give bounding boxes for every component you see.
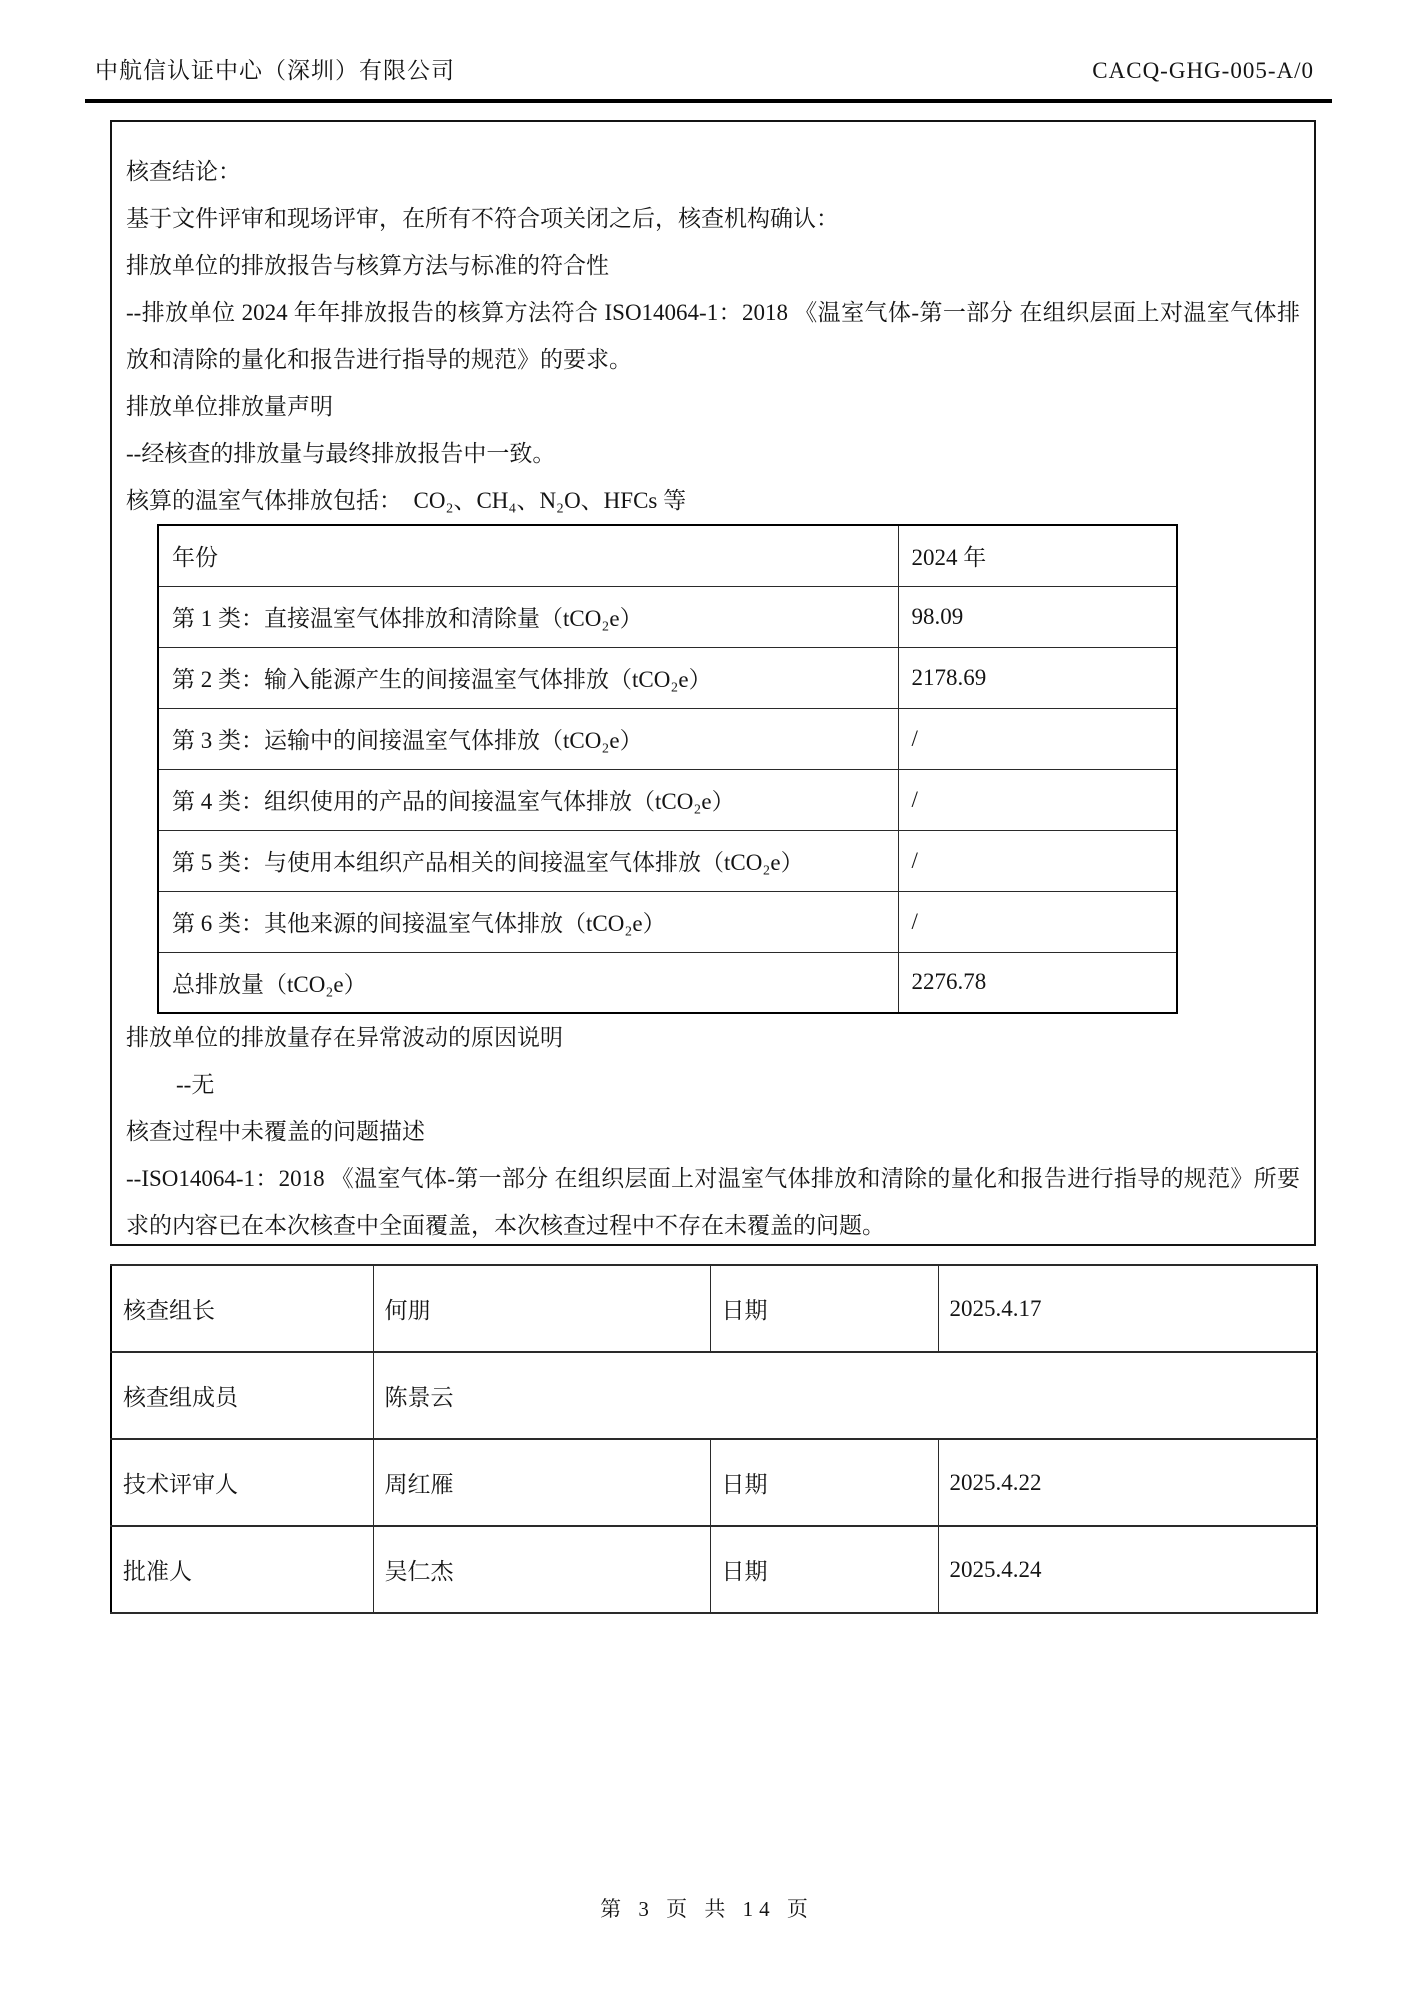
table-row xyxy=(111,1352,1317,1439)
signature-role: 批准人 xyxy=(111,1526,373,1613)
table-row xyxy=(158,891,1177,952)
confirmation-paragraph: 基于文件评审和现场评审，在所有不符合项关闭之后，核查机构确认： xyxy=(126,206,839,231)
conclusion-title: 核查结论： xyxy=(126,159,241,184)
emissions-row-value: 98.09 xyxy=(898,586,1177,647)
emissions-row-label: 第 2 类：输入能源产生的间接温室气体排放（tCO₂e） xyxy=(158,647,898,708)
emissions-row-label: 第 4 类：组织使用的产品的间接温室气体排放（tCO₂e） xyxy=(158,769,898,830)
statement-title: 排放单位排放量声明 xyxy=(126,394,333,419)
method-paragraph: --排放单位 2024 年年排放报告的核算方法符合 ISO14064-1：2018 《温室气体-第一部分 在组织层面上对温室气体排放和清除的量化和报告进行指导的规范》的要求。 xyxy=(126,300,1300,372)
emissions-row-value: 2178.69 xyxy=(898,647,1177,708)
table-row xyxy=(111,1265,1317,1352)
ghg-included-line: 核算的温室气体排放包括： CO₂、CH₄、N₂O、HFCs 等 xyxy=(126,488,687,513)
page-number: 第 3 页 共 14 页 xyxy=(600,1897,814,1921)
page-header xyxy=(95,52,1314,85)
emissions-row-value: 2024 年 xyxy=(898,525,1177,586)
signature-date: 2025.4.17 xyxy=(938,1265,1317,1352)
date-label: 日期 xyxy=(710,1439,938,1526)
signature-table xyxy=(110,1264,1318,1614)
table-row xyxy=(158,525,1177,586)
date-label: 日期 xyxy=(710,1526,938,1613)
company-name: 中航信认证中心（深圳）有限公司 xyxy=(95,58,455,83)
emissions-row-value: / xyxy=(898,708,1177,769)
conformity-title: 排放单位的排放报告与核算方法与标准的符合性 xyxy=(126,253,609,278)
anomaly-value: --无 xyxy=(176,1072,215,1097)
emissions-row-value: / xyxy=(898,769,1177,830)
signature-role: 核查组成员 xyxy=(111,1352,373,1439)
signature-role: 核查组长 xyxy=(111,1265,373,1352)
document-number: CACQ-GHG-005-A/0 xyxy=(1092,58,1314,83)
signature-role: 技术评审人 xyxy=(111,1439,373,1526)
anomaly-title: 排放单位的排放量存在异常波动的原因说明 xyxy=(126,1025,563,1050)
table-row xyxy=(158,708,1177,769)
emissions-row-value: 2276.78 xyxy=(898,952,1177,1013)
uncovered-paragraph: --ISO14064-1：2018 《温室气体-第一部分 在组织层面上对温室气体排放和清除的量化和报告进行指导的规范》所要求的内容已在本次核查中全面覆盖，本次核查过程中不存在未覆盖的问题。 xyxy=(126,1166,1300,1238)
header-divider xyxy=(85,99,1332,103)
table-row xyxy=(111,1526,1317,1613)
signature-name: 周红雁 xyxy=(373,1439,710,1526)
table-row xyxy=(158,586,1177,647)
table-row xyxy=(158,830,1177,891)
emissions-row-label: 年份 xyxy=(158,525,898,586)
signature-date: 2025.4.22 xyxy=(938,1439,1317,1526)
uncovered-title: 核查过程中未覆盖的问题描述 xyxy=(126,1119,425,1144)
table-row xyxy=(111,1439,1317,1526)
emissions-row-label: 总排放量（tCO₂e） xyxy=(158,952,898,1013)
signature-name: 陈景云 xyxy=(373,1352,1317,1439)
emissions-row-label: 第 1 类：直接温室气体排放和清除量（tCO₂e） xyxy=(158,586,898,647)
emissions-row-value: / xyxy=(898,830,1177,891)
emissions-row-label: 第 3 类：运输中的间接温室气体排放（tCO₂e） xyxy=(158,708,898,769)
emissions-row-label: 第 5 类：与使用本组织产品相关的间接温室气体排放（tCO₂e） xyxy=(158,830,898,891)
signature-date: 2025.4.24 xyxy=(938,1526,1317,1613)
emissions-row-value: / xyxy=(898,891,1177,952)
emissions-row-label: 第 6 类：其他来源的间接温室气体排放（tCO₂e） xyxy=(158,891,898,952)
table-row xyxy=(158,647,1177,708)
table-row xyxy=(158,769,1177,830)
table-row xyxy=(158,952,1177,1013)
signature-name: 吴仁杰 xyxy=(373,1526,710,1613)
emissions-table xyxy=(157,524,1178,1014)
signature-name: 何朋 xyxy=(373,1265,710,1352)
date-label: 日期 xyxy=(710,1265,938,1352)
statement-paragraph: --经核查的排放量与最终排放报告中一致。 xyxy=(126,441,556,466)
verification-conclusion-box xyxy=(110,120,1316,1246)
